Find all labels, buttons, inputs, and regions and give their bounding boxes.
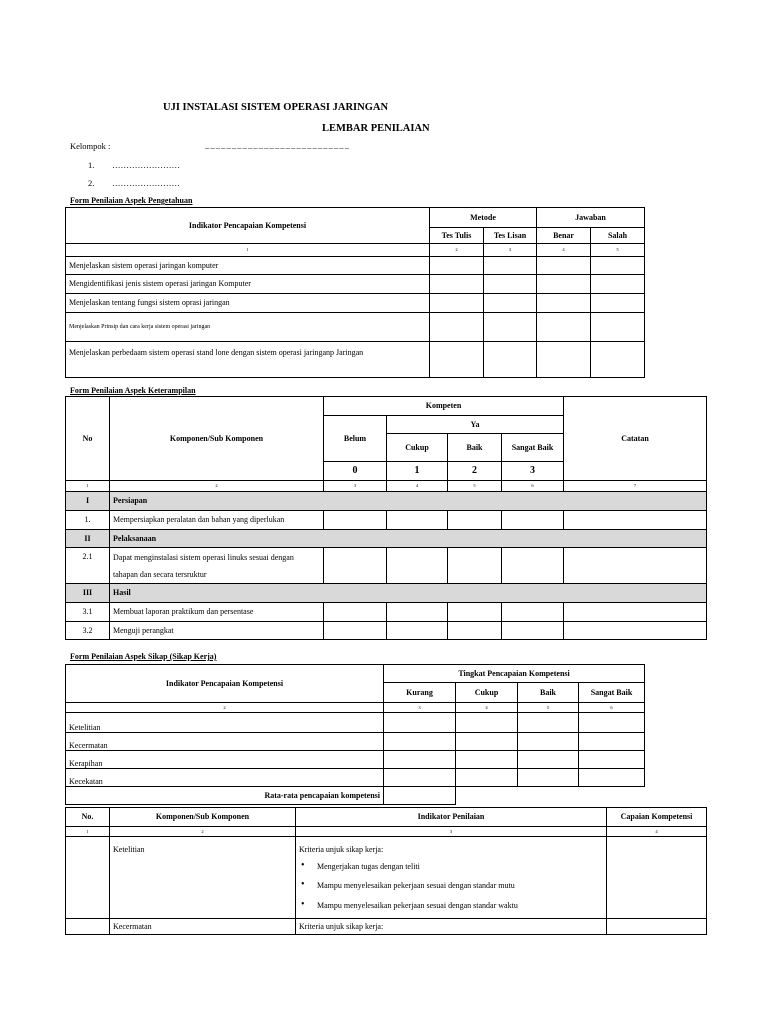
col-level: Tingkat Pencapaian Kompetensi <box>384 665 645 683</box>
col-indicator: Indikator Penilaian <box>296 808 607 827</box>
col-number: 3 <box>484 244 537 257</box>
col-catatan: Catatan <box>564 397 707 481</box>
score-cell[interactable] <box>579 769 645 787</box>
member-number: 2. <box>88 178 95 188</box>
notes-cell[interactable] <box>564 622 707 640</box>
score-cell[interactable] <box>384 733 456 751</box>
score-cell[interactable] <box>579 733 645 751</box>
col-ya: Ya <box>387 416 564 434</box>
col-number: 5 <box>591 244 645 257</box>
col-number: 1 <box>66 244 430 257</box>
col-number: 5 <box>448 481 502 492</box>
capaian-cell[interactable] <box>607 837 707 919</box>
col-baik: Baik <box>518 683 579 703</box>
score-cell[interactable] <box>430 275 484 294</box>
number-row <box>66 703 645 713</box>
col-number: 3 <box>296 827 607 837</box>
score-cell[interactable] <box>518 713 579 733</box>
col-component: Komponen/Sub Komponen <box>110 808 296 827</box>
col-number: 7 <box>564 481 707 492</box>
skills-table <box>65 396 707 640</box>
member-number: 1. <box>88 160 95 170</box>
member-dots: …………………… <box>112 178 180 188</box>
col-number: 1 <box>66 481 110 492</box>
col-belum: Belum <box>324 416 387 462</box>
col-number: 3 <box>324 481 387 492</box>
indicator-cell <box>296 837 607 919</box>
group-row <box>66 492 707 511</box>
col-number: 4 <box>456 703 518 713</box>
notes-cell[interactable] <box>564 603 707 622</box>
empty-cell <box>518 787 579 805</box>
score-cell[interactable] <box>456 751 518 769</box>
average-row <box>66 787 645 805</box>
score-cell[interactable] <box>387 622 448 640</box>
score-cell[interactable] <box>591 275 645 294</box>
score-cell[interactable] <box>591 313 645 342</box>
col-sangat-baik: Sangat Baik <box>502 434 564 462</box>
score-cell[interactable] <box>579 751 645 769</box>
col-baik: Baik <box>448 434 502 462</box>
col-tes-lisan: Tes Lisan <box>484 228 537 244</box>
group-label: Kelompok : <box>70 141 111 151</box>
score-header: 1 <box>387 462 448 481</box>
score-cell[interactable] <box>324 511 387 530</box>
table-row <box>66 548 707 584</box>
score-cell[interactable] <box>324 603 387 622</box>
score-cell[interactable] <box>591 294 645 313</box>
col-kompeten: Kompeten <box>324 397 564 416</box>
score-cell[interactable] <box>324 622 387 640</box>
attitude-item: Kecermatan <box>66 733 384 751</box>
indicator-text: Menjelaskan tentang fungsi sistem oprasi jaringan <box>66 294 430 313</box>
score-cell[interactable] <box>518 733 579 751</box>
item-text: Dapat menginstalasi sistem operasi linuks sesuai dengan tahapan dan secara tersruktur <box>110 548 324 584</box>
score-cell[interactable] <box>579 713 645 733</box>
score-header: 3 <box>502 462 564 481</box>
criteria-intro: Kriteria unjuk sikap kerja: <box>299 845 384 854</box>
skills-section-title: Form Penilaian Aspek Keterampilan <box>70 386 196 395</box>
table-row <box>66 713 645 733</box>
score-cell[interactable] <box>502 548 564 584</box>
col-cukup: Cukup <box>456 683 518 703</box>
score-cell[interactable] <box>537 294 591 313</box>
item-text: Menguji perangkat <box>110 622 324 640</box>
score-header: 2 <box>448 462 502 481</box>
score-cell[interactable] <box>518 769 579 787</box>
score-cell[interactable] <box>456 769 518 787</box>
col-sangat-baik: Sangat Baik <box>579 683 645 703</box>
col-benar: Benar <box>537 228 591 244</box>
col-number: 2 <box>430 244 484 257</box>
item-number: 3.1 <box>66 603 110 622</box>
group-row <box>66 530 707 548</box>
score-cell[interactable] <box>430 342 484 378</box>
col-jawaban: Jawaban <box>537 208 645 228</box>
empty-cell <box>579 787 645 805</box>
table-row <box>66 511 707 530</box>
member-dots: …………………… <box>112 160 180 170</box>
score-cell[interactable] <box>448 622 502 640</box>
document-title: UJI INSTALASI SISTEM OPERASI JARINGAN <box>163 102 389 113</box>
score-cell[interactable] <box>591 257 645 275</box>
score-cell[interactable] <box>456 713 518 733</box>
average-cell[interactable] <box>384 787 456 805</box>
col-number: 3 <box>384 703 456 713</box>
table-row <box>66 733 645 751</box>
table-row <box>66 313 645 342</box>
score-cell[interactable] <box>502 603 564 622</box>
score-cell[interactable] <box>484 313 537 342</box>
col-capaian: Capaian Kompetensi <box>607 808 707 827</box>
col-cukup: Cukup <box>387 434 448 462</box>
group-name: Persiapan <box>110 492 707 511</box>
col-component: Komponen/Sub Komponen <box>110 397 324 481</box>
document-subtitle: LEMBAR PENILAIAN <box>322 123 430 134</box>
attitude-table <box>65 664 645 805</box>
col-number: 2 <box>110 827 296 837</box>
table-row <box>66 603 707 622</box>
col-number: 2 <box>110 481 324 492</box>
criteria-bullet: • Mengerjakan tugas dengan teliti <box>299 862 603 871</box>
score-cell[interactable] <box>537 275 591 294</box>
score-cell[interactable] <box>537 313 591 342</box>
criteria-bullet: • Mampu menyelesaikan pekerjaan sesuai dengan standar mutu <box>299 881 603 890</box>
score-cell[interactable] <box>484 275 537 294</box>
knowledge-table <box>65 207 645 378</box>
score-cell[interactable] <box>448 548 502 584</box>
score-header: 0 <box>324 462 387 481</box>
table-row <box>66 919 707 935</box>
notes-cell[interactable] <box>564 548 707 584</box>
row-number-cell <box>66 837 110 919</box>
score-cell[interactable] <box>537 257 591 275</box>
attitude-section-title: Form Penilaian Aspek Sikap (Sikap Kerja) <box>70 652 217 661</box>
group-number: II <box>66 530 110 548</box>
indicator-text: Menjelaskan perbedaam sistem operasi stand lone dengan sistem operasi jaringanp Jaringan <box>66 342 430 378</box>
group-number: I <box>66 492 110 511</box>
criteria-table <box>65 807 707 935</box>
col-number: 4 <box>607 827 707 837</box>
component-name: Kecermatan <box>110 919 296 935</box>
score-cell[interactable] <box>484 257 537 275</box>
group-name: Hasil <box>110 584 707 603</box>
notes-cell[interactable] <box>564 511 707 530</box>
col-number: 6 <box>579 703 645 713</box>
table-row <box>66 294 645 313</box>
table-row <box>66 751 645 769</box>
score-cell[interactable] <box>384 751 456 769</box>
number-row <box>66 481 707 492</box>
row-number-cell <box>66 919 110 935</box>
col-number: 6 <box>502 481 564 492</box>
score-cell[interactable] <box>448 511 502 530</box>
item-number: 3.2 <box>66 622 110 640</box>
table-row <box>66 275 645 294</box>
score-cell[interactable] <box>518 751 579 769</box>
attitude-item: Kerapihan <box>66 751 384 769</box>
criteria-bullet: • Mampu menyelesaikan pekerjaan sesuai dengan standar waktu <box>299 901 603 910</box>
col-no: No. <box>66 808 110 827</box>
item-number: 1. <box>66 511 110 530</box>
group-line: – – – – – – – – – – – – – – – – – – – – – – – – – – – <box>205 142 349 152</box>
col-number: 2 <box>66 703 384 713</box>
score-cell[interactable] <box>484 342 537 378</box>
attitude-item: Kecekatan <box>66 769 384 787</box>
indicator-text: Menjelaskan Prinsip dan cara kerja sistem operasi jaringan <box>66 313 430 342</box>
col-number: 4 <box>387 481 448 492</box>
number-row <box>66 827 707 837</box>
col-kurang: Kurang <box>384 683 456 703</box>
indicator-text: Menjelaskan sistem operasi jaringan komputer <box>66 257 430 275</box>
score-cell[interactable] <box>591 342 645 378</box>
item-text: Membuat laporan praktikum dan persentase <box>110 603 324 622</box>
table-row <box>66 769 645 787</box>
score-cell[interactable] <box>430 313 484 342</box>
col-tes-tulis: Tes Tulis <box>430 228 484 244</box>
score-cell[interactable] <box>387 603 448 622</box>
col-metode: Metode <box>430 208 537 228</box>
capaian-cell[interactable] <box>607 919 707 935</box>
table-row <box>66 622 707 640</box>
criteria-intro: Kriteria unjuk sikap kerja: <box>296 919 607 935</box>
score-cell[interactable] <box>456 733 518 751</box>
group-number: III <box>66 584 110 603</box>
group-row <box>66 584 707 603</box>
table-row <box>66 257 645 275</box>
col-salah: Salah <box>591 228 645 244</box>
empty-cell <box>456 787 518 805</box>
table-row <box>66 837 707 919</box>
score-cell[interactable] <box>324 548 387 584</box>
col-no: No <box>66 397 110 481</box>
knowledge-section-title: Form Penilaian Aspek Pengetahuan <box>70 196 193 205</box>
number-row <box>66 244 645 257</box>
col-number: 5 <box>518 703 579 713</box>
item-number: 2.1 <box>66 548 110 584</box>
table-row <box>66 342 645 378</box>
col-indicator: Indikator Pencapaian Kompetensi <box>66 208 430 244</box>
score-cell[interactable] <box>448 603 502 622</box>
score-cell[interactable] <box>387 548 448 584</box>
score-cell[interactable] <box>537 342 591 378</box>
col-number: 4 <box>537 244 591 257</box>
indicator-text: Mengidentifikasi jenis sistem operasi jaringan Komputer <box>66 275 430 294</box>
score-cell[interactable] <box>430 294 484 313</box>
attitude-item: Ketelitian <box>66 713 384 733</box>
score-cell[interactable] <box>430 257 484 275</box>
score-cell[interactable] <box>502 622 564 640</box>
group-name: Pelaksanaan <box>110 530 707 548</box>
score-cell[interactable] <box>384 713 456 733</box>
score-cell[interactable] <box>502 511 564 530</box>
score-cell[interactable] <box>484 294 537 313</box>
col-number: 1 <box>66 827 110 837</box>
col-indicator: Indikator Pencapaian Kompetensi <box>66 665 384 703</box>
component-name: Ketelitian <box>110 837 296 919</box>
average-label: Rata-rata pencapaian kompetensi <box>66 787 384 805</box>
score-cell[interactable] <box>384 769 456 787</box>
item-text: Mempersiapkan peralatan dan bahan yang diperlukan <box>110 511 324 530</box>
score-cell[interactable] <box>387 511 448 530</box>
